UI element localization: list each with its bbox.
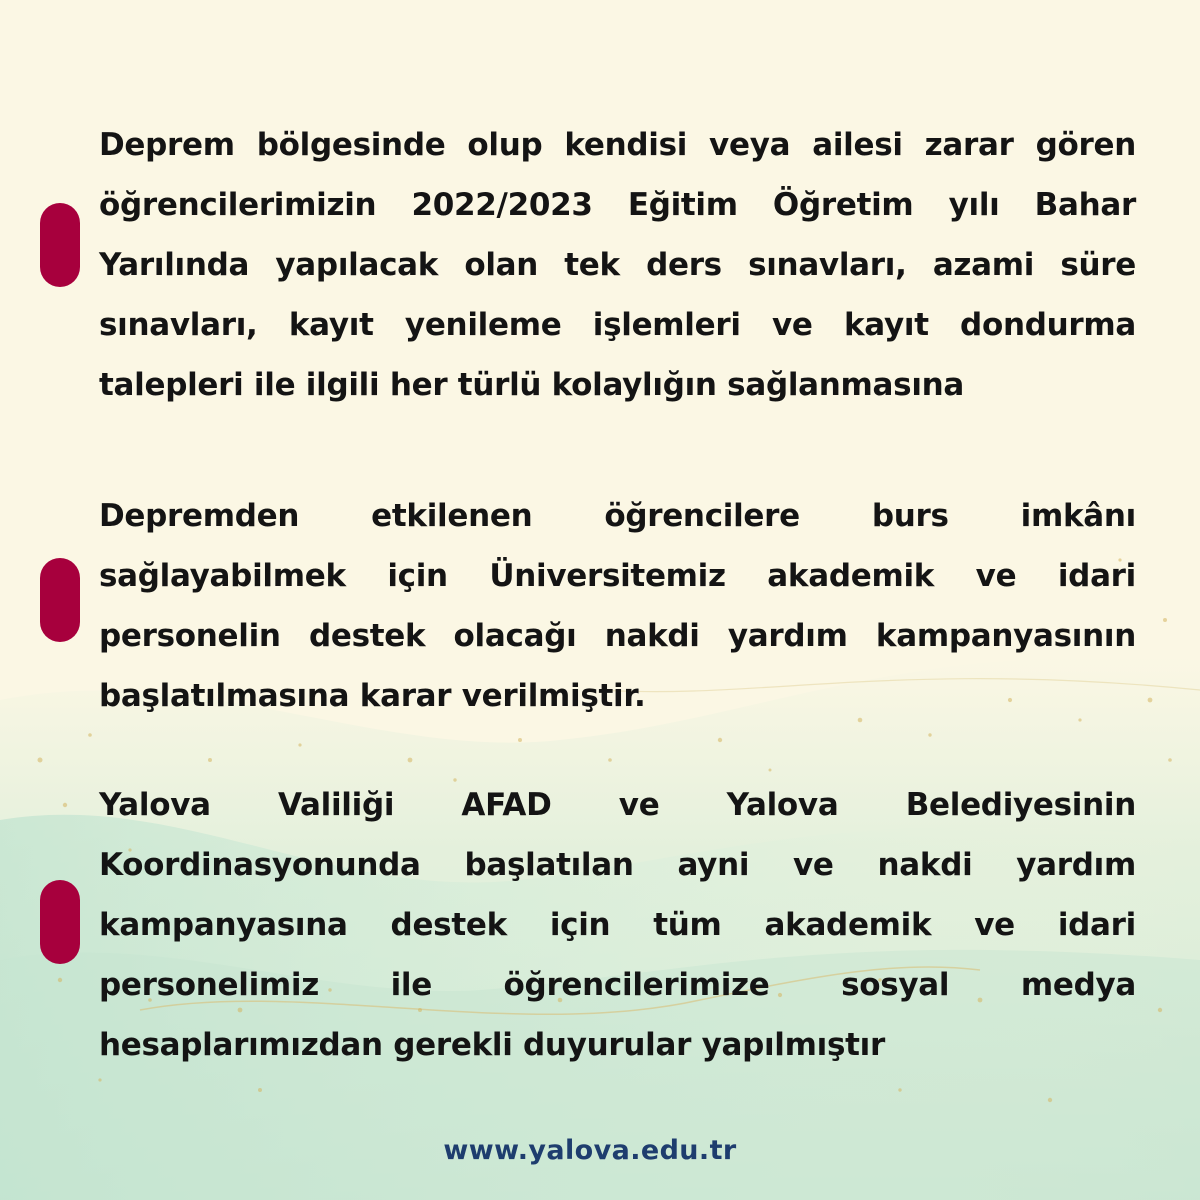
paragraph-afad-campaign: Yalova Valiliği AFAD ve Yalova Belediyesinin Koordinasyonunda başlatılan ayni ve nakdi yardım kampanyasına destek için tüm akademik ve idari personelimiz ile öğrencilerimize sosyal medya hesaplarımızdan gerekli duyurular yapılmıştır: [99, 787, 1136, 1063]
paragraph-marker: [40, 558, 80, 642]
website-link[interactable]: www.yalova.edu.tr: [443, 1135, 737, 1166]
paragraph-marker: [40, 880, 80, 964]
paragraph-exam-facilities: Deprem bölgesinde olup kendisi veya ailesi zarar gören öğrencilerimizin 2022/2023 Eğitim Öğretim yılı Bahar Yarılında yapılacak olan tek ders sınavları, azami süre sınavları, kayıt yenileme işlemleri ve kayıt dondurma talepleri ile ilgili her türlü kolaylığın sağlanmasına: [99, 127, 1136, 403]
paragraph-marker: [40, 203, 80, 287]
paragraph-scholarship-campaign: Depremden etkilenen öğrencilere burs imkânı sağlayabilmek için Üniversitemiz akademik ve idari personelin destek olacağı nakdi yardım kampanyasının başlatılmasına karar verilmiştir.: [99, 498, 1136, 714]
